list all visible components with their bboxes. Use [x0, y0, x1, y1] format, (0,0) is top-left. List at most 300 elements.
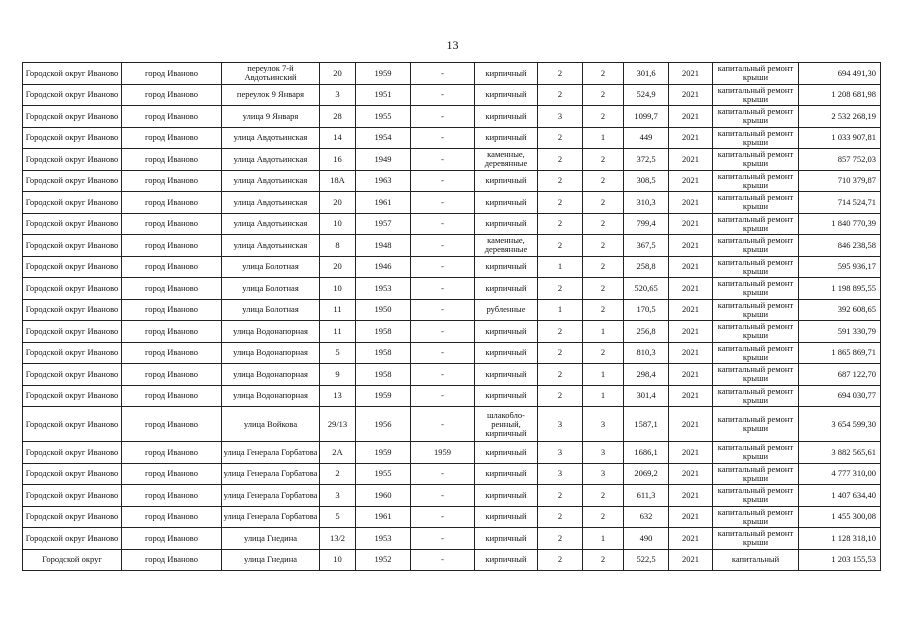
- year-built-cell: 1946: [356, 256, 411, 278]
- year-reconstruction-cell: -: [411, 278, 475, 300]
- entrances-cell: 2: [583, 235, 624, 257]
- street-cell: переулок 9 Января: [222, 84, 320, 106]
- house-number-cell: 16: [320, 149, 356, 171]
- year-built-cell: 1963: [356, 170, 411, 192]
- wall-material-cell: кирпичный: [475, 364, 538, 386]
- floors-cell: 2: [538, 149, 583, 171]
- cost-cell: 1 203 155,53: [799, 549, 881, 571]
- housing-repair-table: [22, 62, 881, 571]
- page-number: 13: [446, 38, 459, 52]
- municipality-cell: Городской округ Иваново: [23, 506, 122, 528]
- table-row: [23, 127, 881, 149]
- year-built-cell: 1958: [356, 364, 411, 386]
- wall-material-cell: кирпичный: [475, 342, 538, 364]
- entrances-cell: 2: [583, 192, 624, 214]
- wall-material-cell: кирпичный: [475, 321, 538, 343]
- entrances-cell: 2: [583, 485, 624, 507]
- entrances-cell: 3: [583, 442, 624, 464]
- street-cell: улица Водонапорная: [222, 364, 320, 386]
- area-cell: 449: [624, 127, 669, 149]
- area-cell: 301,4: [624, 385, 669, 407]
- year-built-cell: 1960: [356, 485, 411, 507]
- entrances-cell: 1: [583, 127, 624, 149]
- street-cell: улица Авдотьинская: [222, 149, 320, 171]
- house-number-cell: 5: [320, 506, 356, 528]
- settlement-cell: город Иваново: [122, 364, 222, 386]
- municipality-cell: Городской округ Иваново: [23, 127, 122, 149]
- street-cell: улица Генерала Горбатова: [222, 442, 320, 464]
- house-number-cell: 5: [320, 342, 356, 364]
- floors-cell: 2: [538, 84, 583, 106]
- house-number-cell: 11: [320, 321, 356, 343]
- wall-material-cell: кирпичный: [475, 278, 538, 300]
- municipality-cell: Городской округ Иваново: [23, 149, 122, 171]
- area-cell: 310,3: [624, 192, 669, 214]
- year-built-cell: 1953: [356, 528, 411, 550]
- year-reconstruction-cell: -: [411, 63, 475, 85]
- entrances-cell: 1: [583, 364, 624, 386]
- work-type-cell: капитальный ремонт крыши: [713, 213, 799, 235]
- table-row: [23, 235, 881, 257]
- repair-year-cell: 2021: [669, 463, 713, 485]
- year-built-cell: 1950: [356, 299, 411, 321]
- cost-cell: 710 379,87: [799, 170, 881, 192]
- wall-material-cell: каменные, деревянные: [475, 235, 538, 257]
- settlement-cell: город Иваново: [122, 321, 222, 343]
- entrances-cell: 1: [583, 385, 624, 407]
- street-cell: улица 9 Января: [222, 106, 320, 128]
- street-cell: улица Водонапорная: [222, 342, 320, 364]
- repair-year-cell: 2021: [669, 321, 713, 343]
- area-cell: 1587,1: [624, 407, 669, 442]
- repair-year-cell: 2021: [669, 149, 713, 171]
- municipality-cell: Городской округ Иваново: [23, 342, 122, 364]
- floors-cell: 2: [538, 506, 583, 528]
- settlement-cell: город Иваново: [122, 170, 222, 192]
- cost-cell: 595 936,17: [799, 256, 881, 278]
- repair-year-cell: 2021: [669, 278, 713, 300]
- table-row: [23, 84, 881, 106]
- settlement-cell: город Иваново: [122, 506, 222, 528]
- house-number-cell: 3: [320, 84, 356, 106]
- cost-cell: 1 128 318,10: [799, 528, 881, 550]
- municipality-cell: Городской округ Иваново: [23, 463, 122, 485]
- house-number-cell: 20: [320, 192, 356, 214]
- municipality-cell: Городской округ Иваново: [23, 192, 122, 214]
- municipality-cell: Городской округ Иваново: [23, 385, 122, 407]
- cost-cell: 3 654 599,30: [799, 407, 881, 442]
- year-built-cell: 1956: [356, 407, 411, 442]
- year-built-cell: 1959: [356, 385, 411, 407]
- area-cell: 632: [624, 506, 669, 528]
- wall-material-cell: кирпичный: [475, 549, 538, 571]
- year-built-cell: 1959: [356, 63, 411, 85]
- repair-year-cell: 2021: [669, 385, 713, 407]
- year-built-cell: 1961: [356, 192, 411, 214]
- house-number-cell: 8: [320, 235, 356, 257]
- year-reconstruction-cell: -: [411, 192, 475, 214]
- street-cell: улица Генерала Горбатова: [222, 485, 320, 507]
- work-type-cell: капитальный ремонт крыши: [713, 407, 799, 442]
- municipality-cell: Городской округ: [23, 549, 122, 571]
- house-number-cell: 2А: [320, 442, 356, 464]
- street-cell: улица Авдотьинская: [222, 235, 320, 257]
- house-number-cell: 11: [320, 299, 356, 321]
- repair-year-cell: 2021: [669, 170, 713, 192]
- entrances-cell: 2: [583, 256, 624, 278]
- entrances-cell: 2: [583, 506, 624, 528]
- repair-year-cell: 2021: [669, 364, 713, 386]
- repair-year-cell: 2021: [669, 299, 713, 321]
- cost-cell: 714 524,71: [799, 192, 881, 214]
- entrances-cell: 3: [583, 463, 624, 485]
- municipality-cell: Городской округ Иваново: [23, 235, 122, 257]
- work-type-cell: капитальный ремонт крыши: [713, 235, 799, 257]
- floors-cell: 2: [538, 213, 583, 235]
- floors-cell: 3: [538, 463, 583, 485]
- wall-material-cell: кирпичный: [475, 106, 538, 128]
- floors-cell: 2: [538, 321, 583, 343]
- cost-cell: 2 532 268,19: [799, 106, 881, 128]
- table-row: [23, 442, 881, 464]
- entrances-cell: 3: [583, 407, 624, 442]
- repair-year-cell: 2021: [669, 63, 713, 85]
- wall-material-cell: кирпичный: [475, 442, 538, 464]
- repair-year-cell: 2021: [669, 84, 713, 106]
- municipality-cell: Городской округ Иваново: [23, 256, 122, 278]
- area-cell: 1099,7: [624, 106, 669, 128]
- work-type-cell: капитальный ремонт крыши: [713, 170, 799, 192]
- table-row: [23, 364, 881, 386]
- area-cell: 611,3: [624, 485, 669, 507]
- wall-material-cell: кирпичный: [475, 170, 538, 192]
- entrances-cell: 2: [583, 213, 624, 235]
- cost-cell: 1 033 907,81: [799, 127, 881, 149]
- house-number-cell: 14: [320, 127, 356, 149]
- table-row: [23, 342, 881, 364]
- street-cell: улица Генерала Горбатова: [222, 463, 320, 485]
- work-type-cell: капитальный ремонт крыши: [713, 256, 799, 278]
- year-reconstruction-cell: 1959: [411, 442, 475, 464]
- house-number-cell: 10: [320, 278, 356, 300]
- year-reconstruction-cell: -: [411, 485, 475, 507]
- year-reconstruction-cell: -: [411, 342, 475, 364]
- cost-cell: 1 455 300,08: [799, 506, 881, 528]
- house-number-cell: 10: [320, 549, 356, 571]
- settlement-cell: город Иваново: [122, 235, 222, 257]
- wall-material-cell: кирпичный: [475, 63, 538, 85]
- work-type-cell: капитальный ремонт крыши: [713, 299, 799, 321]
- work-type-cell: капитальный ремонт крыши: [713, 127, 799, 149]
- work-type-cell: капитальный ремонт крыши: [713, 385, 799, 407]
- year-built-cell: 1955: [356, 106, 411, 128]
- year-reconstruction-cell: -: [411, 321, 475, 343]
- wall-material-cell: кирпичный: [475, 385, 538, 407]
- cost-cell: 392 608,65: [799, 299, 881, 321]
- work-type-cell: капитальный ремонт крыши: [713, 63, 799, 85]
- year-built-cell: 1953: [356, 278, 411, 300]
- year-built-cell: 1948: [356, 235, 411, 257]
- floors-cell: 2: [538, 278, 583, 300]
- wall-material-cell: кирпичный: [475, 84, 538, 106]
- entrances-cell: 2: [583, 170, 624, 192]
- cost-cell: 591 330,79: [799, 321, 881, 343]
- settlement-cell: город Иваново: [122, 407, 222, 442]
- floors-cell: 2: [538, 127, 583, 149]
- street-cell: улица Войкова: [222, 407, 320, 442]
- wall-material-cell: кирпичный: [475, 463, 538, 485]
- area-cell: 258,8: [624, 256, 669, 278]
- table-row: [23, 106, 881, 128]
- table-row: [23, 385, 881, 407]
- municipality-cell: Городской округ Иваново: [23, 299, 122, 321]
- area-cell: 367,5: [624, 235, 669, 257]
- year-reconstruction-cell: -: [411, 235, 475, 257]
- repair-year-cell: 2021: [669, 407, 713, 442]
- work-type-cell: капитальный ремонт крыши: [713, 278, 799, 300]
- table-row: [23, 463, 881, 485]
- floors-cell: 2: [538, 235, 583, 257]
- table-row: [23, 256, 881, 278]
- cost-cell: 1 840 770,39: [799, 213, 881, 235]
- house-number-cell: 28: [320, 106, 356, 128]
- street-cell: улица Болотная: [222, 278, 320, 300]
- year-reconstruction-cell: -: [411, 213, 475, 235]
- area-cell: 810,3: [624, 342, 669, 364]
- municipality-cell: Городской округ Иваново: [23, 442, 122, 464]
- repair-year-cell: 2021: [669, 442, 713, 464]
- wall-material-cell: каменные, деревянные: [475, 149, 538, 171]
- wall-material-cell: кирпичный: [475, 506, 538, 528]
- year-reconstruction-cell: -: [411, 127, 475, 149]
- house-number-cell: 2: [320, 463, 356, 485]
- settlement-cell: город Иваново: [122, 84, 222, 106]
- municipality-cell: Городской округ Иваново: [23, 321, 122, 343]
- year-built-cell: 1959: [356, 442, 411, 464]
- settlement-cell: город Иваново: [122, 278, 222, 300]
- floors-cell: 1: [538, 299, 583, 321]
- entrances-cell: 2: [583, 299, 624, 321]
- area-cell: 799,4: [624, 213, 669, 235]
- repair-year-cell: 2021: [669, 549, 713, 571]
- settlement-cell: город Иваново: [122, 342, 222, 364]
- house-number-cell: 18А: [320, 170, 356, 192]
- settlement-cell: город Иваново: [122, 442, 222, 464]
- repair-year-cell: 2021: [669, 528, 713, 550]
- wall-material-cell: кирпичный: [475, 213, 538, 235]
- area-cell: 256,8: [624, 321, 669, 343]
- floors-cell: 2: [538, 364, 583, 386]
- entrances-cell: 1: [583, 528, 624, 550]
- table-row: [23, 549, 881, 571]
- cost-cell: 846 238,58: [799, 235, 881, 257]
- area-cell: 298,4: [624, 364, 669, 386]
- street-cell: улица Гнедина: [222, 549, 320, 571]
- municipality-cell: Городской округ Иваново: [23, 278, 122, 300]
- floors-cell: 2: [538, 549, 583, 571]
- wall-material-cell: кирпичный: [475, 256, 538, 278]
- cost-cell: 1 198 895,55: [799, 278, 881, 300]
- work-type-cell: капитальный ремонт крыши: [713, 192, 799, 214]
- street-cell: улица Болотная: [222, 299, 320, 321]
- wall-material-cell: кирпичный: [475, 528, 538, 550]
- wall-material-cell: рубленные: [475, 299, 538, 321]
- table-row: [23, 63, 881, 85]
- year-reconstruction-cell: -: [411, 299, 475, 321]
- floors-cell: 3: [538, 106, 583, 128]
- cost-cell: 1 865 869,71: [799, 342, 881, 364]
- municipality-cell: Городской округ Иваново: [23, 528, 122, 550]
- repair-year-cell: 2021: [669, 235, 713, 257]
- municipality-cell: Городской округ Иваново: [23, 407, 122, 442]
- municipality-cell: Городской округ Иваново: [23, 63, 122, 85]
- cost-cell: 1 208 681,98: [799, 84, 881, 106]
- area-cell: 490: [624, 528, 669, 550]
- settlement-cell: город Иваново: [122, 256, 222, 278]
- year-built-cell: 1961: [356, 506, 411, 528]
- area-cell: 524,9: [624, 84, 669, 106]
- repair-year-cell: 2021: [669, 256, 713, 278]
- floors-cell: 2: [538, 385, 583, 407]
- table-row: [23, 321, 881, 343]
- year-built-cell: 1958: [356, 342, 411, 364]
- settlement-cell: город Иваново: [122, 213, 222, 235]
- street-cell: улица Авдотьинская: [222, 170, 320, 192]
- entrances-cell: 1: [583, 321, 624, 343]
- table-row: [23, 407, 881, 442]
- table-row: [23, 149, 881, 171]
- cost-cell: 1 407 634,40: [799, 485, 881, 507]
- area-cell: 520,65: [624, 278, 669, 300]
- settlement-cell: город Иваново: [122, 149, 222, 171]
- entrances-cell: 2: [583, 106, 624, 128]
- year-reconstruction-cell: -: [411, 256, 475, 278]
- work-type-cell: капитальный ремонт крыши: [713, 364, 799, 386]
- year-built-cell: 1955: [356, 463, 411, 485]
- floors-cell: 3: [538, 407, 583, 442]
- area-cell: 170,5: [624, 299, 669, 321]
- repair-year-cell: 2021: [669, 106, 713, 128]
- repair-year-cell: 2021: [669, 127, 713, 149]
- street-cell: улица Авдотьинская: [222, 127, 320, 149]
- repair-year-cell: 2021: [669, 192, 713, 214]
- house-number-cell: 13/2: [320, 528, 356, 550]
- street-cell: улица Генерала Горбатова: [222, 506, 320, 528]
- year-reconstruction-cell: -: [411, 407, 475, 442]
- house-number-cell: 20: [320, 63, 356, 85]
- entrances-cell: 2: [583, 278, 624, 300]
- year-built-cell: 1957: [356, 213, 411, 235]
- settlement-cell: город Иваново: [122, 485, 222, 507]
- street-cell: переулок 7-й Авдотьинский: [222, 63, 320, 85]
- year-built-cell: 1958: [356, 321, 411, 343]
- cost-cell: 687 122,70: [799, 364, 881, 386]
- entrances-cell: 2: [583, 549, 624, 571]
- house-number-cell: 13: [320, 385, 356, 407]
- settlement-cell: город Иваново: [122, 549, 222, 571]
- floors-cell: 3: [538, 442, 583, 464]
- house-number-cell: 20: [320, 256, 356, 278]
- year-reconstruction-cell: -: [411, 170, 475, 192]
- floors-cell: 2: [538, 342, 583, 364]
- wall-material-cell: кирпичный: [475, 127, 538, 149]
- work-type-cell: капитальный ремонт крыши: [713, 321, 799, 343]
- work-type-cell: капитальный: [713, 549, 799, 571]
- area-cell: 372,5: [624, 149, 669, 171]
- entrances-cell: 2: [583, 149, 624, 171]
- floors-cell: 2: [538, 528, 583, 550]
- house-number-cell: 10: [320, 213, 356, 235]
- year-reconstruction-cell: -: [411, 528, 475, 550]
- year-built-cell: 1954: [356, 127, 411, 149]
- table-row: [23, 528, 881, 550]
- municipality-cell: Городской округ Иваново: [23, 170, 122, 192]
- year-built-cell: 1952: [356, 549, 411, 571]
- repair-year-cell: 2021: [669, 342, 713, 364]
- municipality-cell: Городской округ Иваново: [23, 213, 122, 235]
- area-cell: 2069,2: [624, 463, 669, 485]
- wall-material-cell: кирпичный: [475, 485, 538, 507]
- table-row: [23, 506, 881, 528]
- settlement-cell: город Иваново: [122, 528, 222, 550]
- year-built-cell: 1949: [356, 149, 411, 171]
- work-type-cell: капитальный ремонт крыши: [713, 506, 799, 528]
- year-built-cell: 1951: [356, 84, 411, 106]
- house-number-cell: 29/13: [320, 407, 356, 442]
- street-cell: улица Водонапорная: [222, 385, 320, 407]
- settlement-cell: город Иваново: [122, 127, 222, 149]
- year-reconstruction-cell: -: [411, 364, 475, 386]
- cost-cell: 3 882 565,61: [799, 442, 881, 464]
- municipality-cell: Городской округ Иваново: [23, 364, 122, 386]
- table-row: [23, 278, 881, 300]
- work-type-cell: капитальный ремонт крыши: [713, 149, 799, 171]
- repair-year-cell: 2021: [669, 506, 713, 528]
- work-type-cell: капитальный ремонт крыши: [713, 84, 799, 106]
- work-type-cell: капитальный ремонт крыши: [713, 485, 799, 507]
- entrances-cell: 2: [583, 63, 624, 85]
- settlement-cell: город Иваново: [122, 192, 222, 214]
- table-row: [23, 299, 881, 321]
- floors-cell: 1: [538, 256, 583, 278]
- repair-year-cell: 2021: [669, 485, 713, 507]
- cost-cell: 694 491,30: [799, 63, 881, 85]
- work-type-cell: капитальный ремонт крыши: [713, 442, 799, 464]
- floors-cell: 2: [538, 192, 583, 214]
- street-cell: улица Авдотьинская: [222, 192, 320, 214]
- area-cell: 522,5: [624, 549, 669, 571]
- year-reconstruction-cell: -: [411, 463, 475, 485]
- municipality-cell: Городской округ Иваново: [23, 84, 122, 106]
- street-cell: улица Болотная: [222, 256, 320, 278]
- cost-cell: 4 777 310,00: [799, 463, 881, 485]
- work-type-cell: капитальный ремонт крыши: [713, 528, 799, 550]
- house-number-cell: 3: [320, 485, 356, 507]
- repair-year-cell: 2021: [669, 213, 713, 235]
- table-row: [23, 213, 881, 235]
- cost-cell: 694 030,77: [799, 385, 881, 407]
- year-reconstruction-cell: -: [411, 84, 475, 106]
- wall-material-cell: шлакобло-ренный, кирпичный: [475, 407, 538, 442]
- street-cell: улица Водонапорная: [222, 321, 320, 343]
- settlement-cell: город Иваново: [122, 106, 222, 128]
- work-type-cell: капитальный ремонт крыши: [713, 106, 799, 128]
- table-row: [23, 192, 881, 214]
- municipality-cell: Городской округ Иваново: [23, 485, 122, 507]
- wall-material-cell: кирпичный: [475, 192, 538, 214]
- settlement-cell: город Иваново: [122, 385, 222, 407]
- floors-cell: 2: [538, 170, 583, 192]
